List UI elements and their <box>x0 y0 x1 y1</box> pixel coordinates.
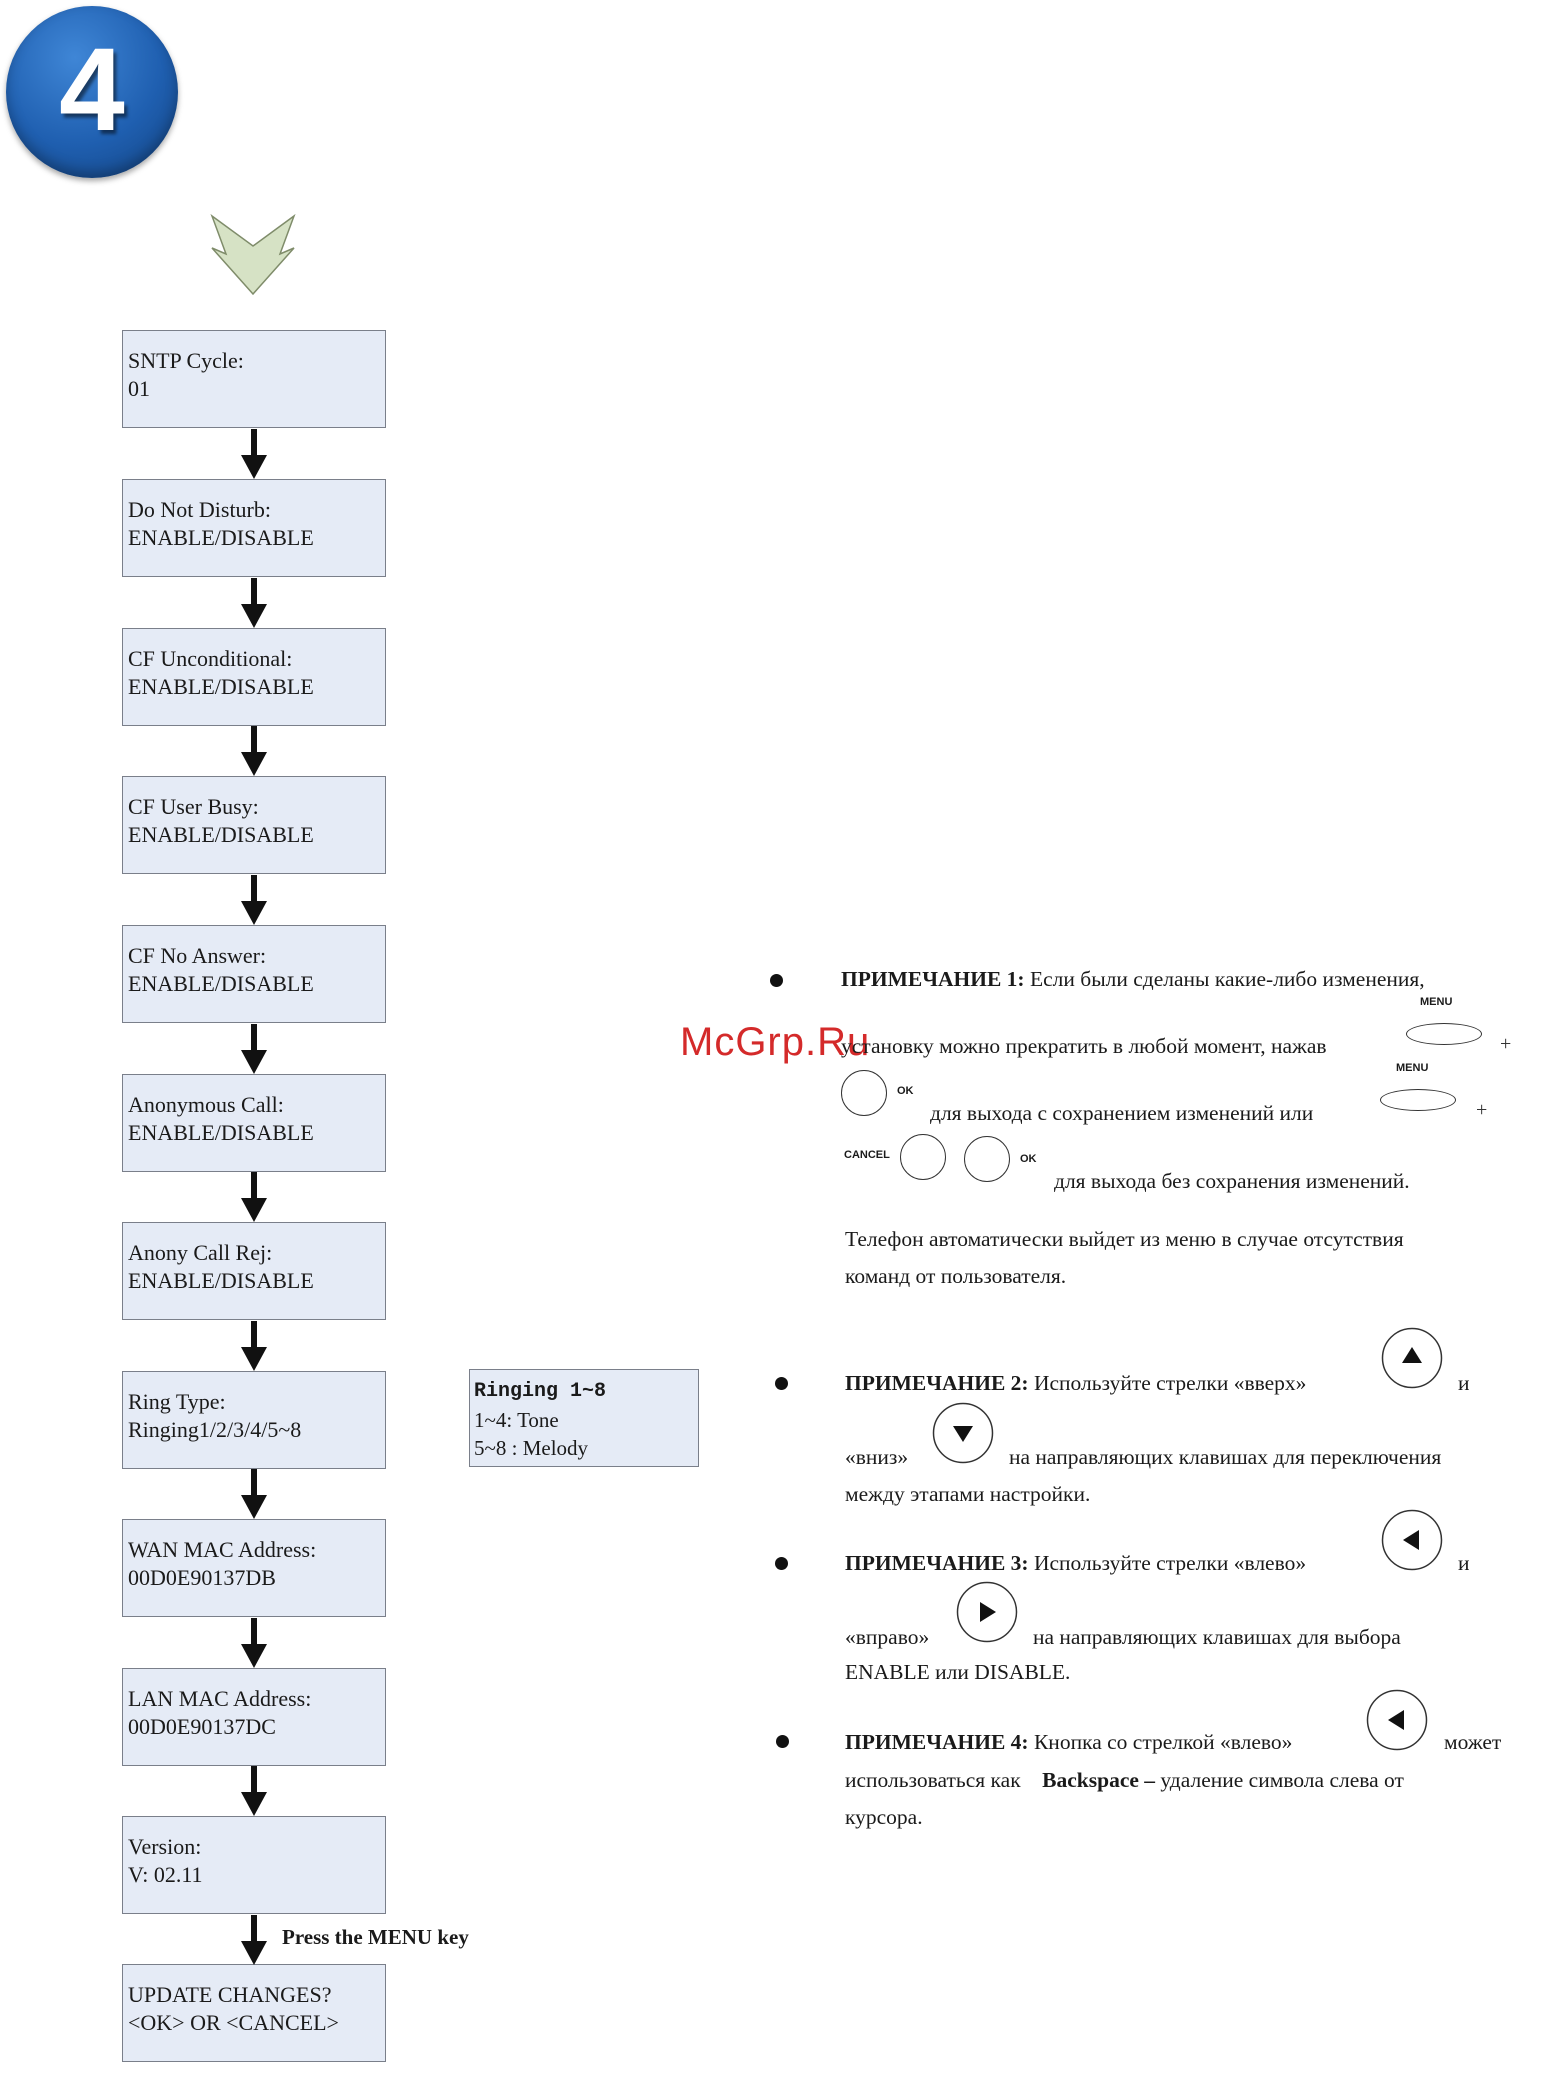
flow-step-label: WAN MAC Address: <box>128 1537 317 1562</box>
note-1-label: ПРИМЕЧАНИЕ 1: <box>841 967 1025 991</box>
menu-key-label: MENU <box>1420 996 1453 1008</box>
flow-step-anony-call-rej <box>122 1222 386 1320</box>
flow-step-value: ENABLE/DISABLE <box>128 525 314 550</box>
flow-step-value: ENABLE/DISABLE <box>128 822 314 847</box>
flow-arrow-down-icon <box>238 1024 270 1074</box>
plus-sign: + <box>1500 1033 1512 1055</box>
flow-step-cf-unconditional <box>122 628 386 726</box>
note-4-line-1 <box>845 1728 1292 1756</box>
arrow-up-key-icon <box>1381 1327 1443 1389</box>
note-3-text-2: на направляющих клавишах для выбора <box>1033 1625 1401 1649</box>
flow-step-cf-user-busy <box>122 776 386 874</box>
flow-step-ring-type <box>122 1371 386 1469</box>
ok-key-label: OK <box>1020 1153 1037 1165</box>
menu-key-label: MENU <box>1396 1062 1429 1074</box>
plus-sign: + <box>1476 1099 1488 1121</box>
flow-arrow-down-icon <box>238 1321 270 1371</box>
ringing-title: Ringing 1~8 <box>474 1380 607 1403</box>
arrow-right-key-icon <box>956 1581 1018 1643</box>
flow-step-update-changes <box>122 1964 386 2062</box>
flow-step-label: Version: <box>128 1834 202 1859</box>
arrow-left-key-icon <box>1381 1509 1443 1571</box>
ok-key-label: OK <box>897 1085 914 1097</box>
flow-step-label: LAN MAC Address: <box>128 1686 312 1711</box>
note-3-label: ПРИМЕЧАНИЕ 3: <box>845 1551 1029 1575</box>
flow-arrow-down-icon <box>238 726 270 776</box>
note-4-text-3: курсора. <box>845 1805 923 1829</box>
flow-step-label: Anonymous Call: <box>128 1092 284 1117</box>
flow-step-wan-mac <box>122 1519 386 1617</box>
note-2-label: ПРИМЕЧАНИЕ 2: <box>845 1371 1029 1395</box>
flow-step-version <box>122 1816 386 1914</box>
flow-arrow-down-icon <box>238 1469 270 1519</box>
ringing-tone-line: 1~4: Tone <box>474 1408 559 1432</box>
ringing-melody-line: 5~8 : Melody <box>474 1436 589 1460</box>
bullet-icon <box>770 974 783 987</box>
step-number: 4 <box>59 24 125 156</box>
note-2-text-1: Используйте стрелки «вверх» <box>1033 1371 1307 1395</box>
flow-step-value: ENABLE/DISABLE <box>128 971 314 996</box>
flow-arrow-down-icon <box>238 1915 270 1965</box>
ok-key-icon <box>841 1070 887 1116</box>
note-3-line-1 <box>845 1549 1306 1577</box>
bullet-icon <box>775 1557 788 1570</box>
flow-step-value: <OK> OR <CANCEL> <box>128 2010 339 2035</box>
flow-step-lan-mac <box>122 1668 386 1766</box>
note-2-text-3: между этапами настройки. <box>845 1482 1091 1506</box>
watermark: McGrp.Ru <box>680 1020 871 1064</box>
note-3-and: и <box>1458 1551 1470 1575</box>
press-menu-key-label: Press the MENU key <box>282 1925 469 1949</box>
note-3-right-word: «вправо» <box>845 1625 930 1649</box>
ringing-info-box <box>469 1369 699 1467</box>
note-4-text-1: Кнопка со стрелкой «влево» <box>1033 1730 1293 1754</box>
flow-step-label: SNTP Cycle: <box>128 348 244 373</box>
flow-step-anonymous-call <box>122 1074 386 1172</box>
flow-step-value: ENABLE/DISABLE <box>128 674 314 699</box>
note-2-line-1 <box>845 1369 1306 1397</box>
menu-key-icon <box>1406 1023 1482 1045</box>
note-2-text-2: на направляющих клавишах для переключения <box>1009 1445 1442 1469</box>
flow-step-label: CF Unconditional: <box>128 646 293 671</box>
bullet-icon <box>776 1735 789 1748</box>
flow-step-value: 01 <box>128 376 150 401</box>
note-1-text-3: для выхода с сохранением изменений или <box>930 1101 1314 1125</box>
flow-arrow-down-icon <box>238 1766 270 1816</box>
note-1-line-1 <box>841 965 1425 993</box>
menu-key-icon <box>1380 1089 1456 1111</box>
flow-step-do-not-disturb <box>122 479 386 577</box>
flow-arrow-down-icon <box>238 429 270 479</box>
flow-step-value: V: 02.11 <box>128 1862 203 1887</box>
flow-step-value: Ringing1/2/3/4/5~8 <box>128 1417 302 1442</box>
note-1-text-1: Если были сделаны какие-либо изменения, <box>1029 967 1425 991</box>
flow-step-label: Do Not Disturb: <box>128 497 271 522</box>
flow-arrow-down-icon <box>238 1172 270 1222</box>
note-4-text-2a: использоваться как <box>845 1768 1021 1792</box>
note-1-para-line-2: команд от пользователя. <box>845 1264 1067 1288</box>
flow-step-sntp-cycle <box>122 330 386 428</box>
note-3-text-1: Используйте стрелки «влево» <box>1033 1551 1307 1575</box>
note-1-text-2: установку можно прекратить в любой момент, нажав <box>841 1034 1327 1058</box>
note-4-text-2c: удаление символа слева от <box>1160 1768 1404 1792</box>
flow-step-value: ENABLE/DISABLE <box>128 1120 314 1145</box>
flow-arrow-down-icon <box>238 1618 270 1668</box>
flow-step-label: CF User Busy: <box>128 794 259 819</box>
flow-step-value: 00D0E90137DB <box>128 1565 276 1590</box>
ok-key-icon <box>964 1136 1010 1182</box>
flow-step-cf-no-answer <box>122 925 386 1023</box>
note-4-backspace: Backspace – <box>1042 1768 1156 1792</box>
arrow-left-key-icon <box>1366 1689 1428 1751</box>
flow-step-label: Ring Type: <box>128 1389 226 1414</box>
flow-step-value: 00D0E90137DC <box>128 1714 276 1739</box>
note-1-text-4: для выхода без сохранения изменений. <box>1054 1169 1410 1193</box>
note-4-label: ПРИМЕЧАНИЕ 4: <box>845 1730 1029 1754</box>
note-2-down-word: «вниз» <box>845 1445 909 1469</box>
flow-step-value: ENABLE/DISABLE <box>128 1268 314 1293</box>
flow-step-label: CF No Answer: <box>128 943 267 968</box>
step-number-badge <box>6 6 178 178</box>
flow-step-label: UPDATE CHANGES? <box>128 1982 332 2007</box>
cancel-key-label: CANCEL <box>844 1149 890 1161</box>
flow-arrow-down-icon <box>238 875 270 925</box>
note-4-text-1b: может <box>1444 1730 1502 1754</box>
arrow-down-key-icon <box>932 1402 994 1464</box>
note-3-text-3: ENABLE или DISABLE. <box>845 1660 1071 1684</box>
cancel-key-icon <box>900 1134 946 1180</box>
bullet-icon <box>775 1377 788 1390</box>
flow-step-label: Anony Call Rej: <box>128 1240 273 1265</box>
note-4-line-2 <box>845 1766 1404 1794</box>
note-2-and: и <box>1458 1371 1470 1395</box>
note-1-para-line-1: Телефон автоматически выйдет из меню в случае отсутствия <box>845 1227 1404 1251</box>
chevron-down-icon <box>210 212 296 298</box>
flow-arrow-down-icon <box>238 578 270 628</box>
